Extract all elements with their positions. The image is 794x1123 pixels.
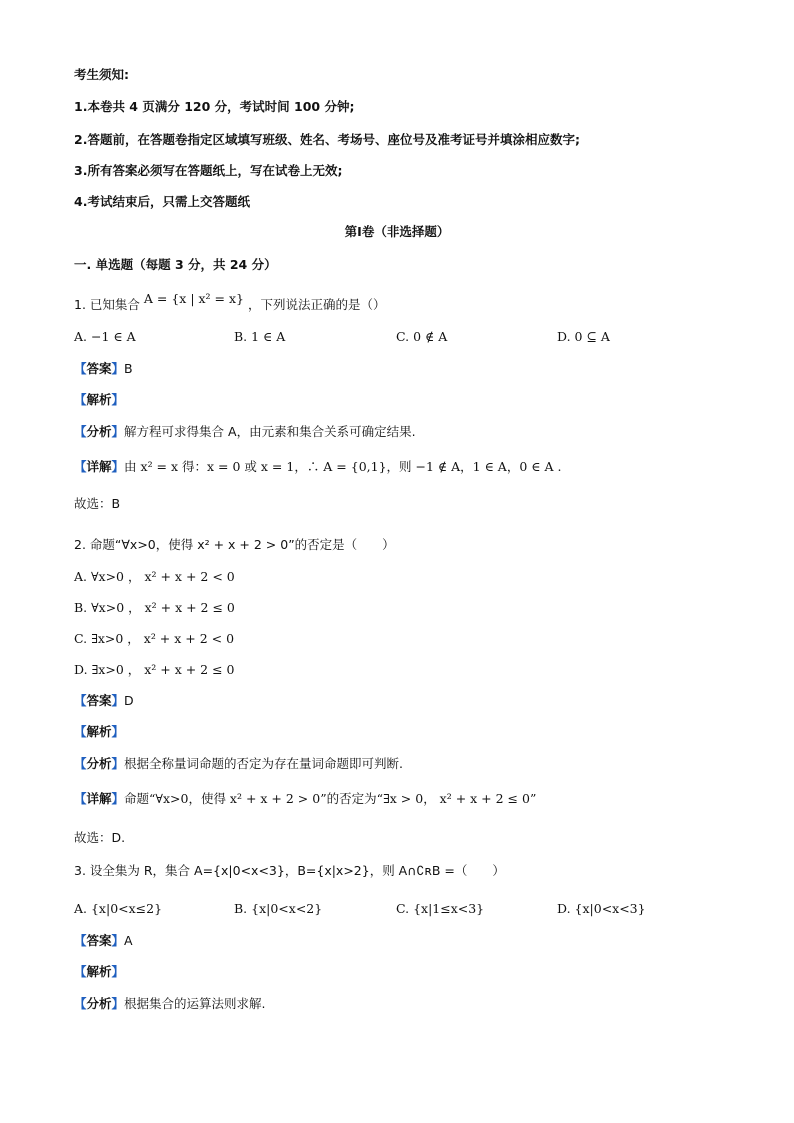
q1-option-a: A. −1 ∈ A	[74, 329, 136, 344]
q2-analysis-line: 【解析】	[74, 724, 125, 739]
q2-detail-line: 【详解】命题“∀x>0，使得 x² + x + 2 > 0”的否定为“∃x > 0， x² + x + 2 ≤ 0”	[74, 791, 537, 806]
q2-answer: D	[124, 693, 134, 708]
q1-conclusion: 故选：B	[74, 496, 121, 511]
q1-fenxi-line: 【分析】解方程可求得集合 A，由元素和集合关系可确定结果.	[74, 424, 416, 439]
q1-fenxi: 解方程可求得集合 A，由元素和集合关系可确定结果.	[124, 424, 416, 439]
notice-item-2: 2.答题前，在答题卷指定区域填写班级、姓名、考场号、座位号及准考证号并填涂相应数字;	[74, 132, 580, 147]
q1-detail: 由 x² = x 得：x = 0 或 x = 1，∴ A = {0,1}，则 −1 ∉ A，1 ∈ A，0 ∈ A .	[124, 459, 562, 474]
section-title: 一. 单选题（每题 3 分，共 24 分）	[74, 257, 277, 272]
q1-stem-suffix: ，下列说法正确的是（）	[247, 297, 386, 312]
q1-stem-math: A = {x | x² = x}	[143, 291, 244, 306]
q3-stem: 3. 设全集为 R，集合 A={x|0<x<3}，B={x|x>2}，则 A∩∁ʀB =（ ）	[74, 863, 505, 878]
q3-answer-line: 【答案】A	[74, 933, 133, 948]
q2-detail-label: 详解	[86, 791, 112, 806]
q3-option-b: B. {x|0<x<2}	[234, 901, 323, 916]
q1-option-d: D. 0 ⊆ A	[557, 329, 610, 344]
q1-analysis-line: 【解析】	[74, 392, 125, 407]
notice-item-1: 1.本卷共 4 页满分 120 分，考试时间 100 分钟;	[74, 99, 355, 114]
q1-detail-label: 详解	[86, 459, 112, 474]
q1-answer-label: 答案	[86, 361, 112, 376]
q2-option-d: D. ∃x>0 ， x² + x + 2 ≤ 0	[74, 662, 235, 677]
q1-option-c: C. 0 ∉ A	[396, 329, 448, 344]
notice-item-3: 3.所有答案必须写在答题纸上，写在试卷上无效;	[74, 163, 343, 178]
q2-conclusion: 故选：D.	[74, 830, 126, 845]
q2-option-b: B. ∀x>0 ， x² + x + 2 ≤ 0	[74, 600, 235, 615]
q2-fenxi-label: 分析	[86, 756, 112, 771]
q2-option-a: A. ∀x>0 ， x² + x + 2 < 0	[74, 569, 235, 584]
q2-analysis-label: 解析	[86, 724, 112, 739]
q3-fenxi-line: 【分析】根据集合的运算法则求解.	[74, 996, 266, 1011]
q1-fenxi-label: 分析	[86, 424, 112, 439]
q1-detail-line: 【详解】由 x² = x 得：x = 0 或 x = 1，∴ A = {0,1}，则 −1 ∉ A，1 ∈ A，0 ∈ A .	[74, 459, 562, 474]
q3-option-a: A. {x|0<x≤2}	[74, 901, 163, 916]
q1-stem	[74, 291, 386, 314]
q1-answer-line: 【答案】B	[74, 361, 133, 376]
q3-option-c: C. {x|1≤x<3}	[396, 901, 485, 916]
volume-title: 第Ⅰ卷（非选择题）	[344, 224, 450, 239]
q3-fenxi: 根据集合的运算法则求解.	[124, 996, 266, 1011]
q1-analysis-label: 解析	[86, 392, 112, 407]
q3-fenxi-label: 分析	[86, 996, 112, 1011]
q1-option-b: B. 1 ∈ A	[234, 329, 286, 344]
q3-option-d: D. {x|0<x<3}	[557, 901, 646, 916]
notice-item-4: 4.考试结束后，只需上交答题纸	[74, 194, 250, 209]
q2-answer-line: 【答案】D	[74, 693, 134, 708]
q1-stem-prefix: 1. 已知集合	[74, 297, 140, 312]
q3-answer: A	[124, 933, 133, 948]
q2-detail: 命题“∀x>0，使得 x² + x + 2 > 0”的否定为“∃x > 0， x² + x + 2 ≤ 0”	[124, 791, 537, 806]
notice-title: 考生须知:	[74, 67, 129, 82]
q2-stem: 2. 命题“∀x>0，使得 x² + x + 2 > 0”的否定是（ ）	[74, 537, 395, 552]
q2-option-c: C. ∃x>0 ， x² + x + 2 < 0	[74, 631, 235, 646]
q3-answer-label: 答案	[86, 933, 112, 948]
q2-fenxi: 根据全称量词命题的否定为存在量词命题即可判断.	[124, 756, 404, 771]
q3-analysis-line: 【解析】	[74, 964, 125, 979]
q2-fenxi-line: 【分析】根据全称量词命题的否定为存在量词命题即可判断.	[74, 756, 404, 771]
q2-answer-label: 答案	[86, 693, 112, 708]
q3-analysis-label: 解析	[86, 964, 112, 979]
q1-answer: B	[124, 361, 133, 376]
